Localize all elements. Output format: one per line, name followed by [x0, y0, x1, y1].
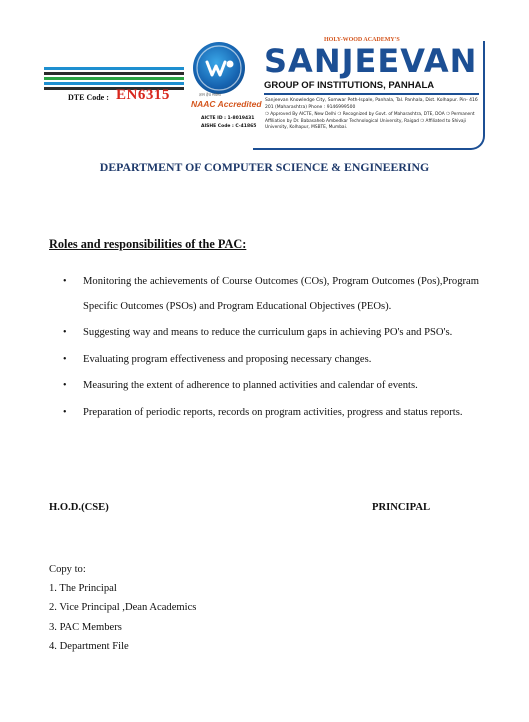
- hod-signature: H.O.D.(CSE): [49, 502, 109, 513]
- group-name: GROUP OF INSTITUTIONS, PANHALA: [264, 80, 435, 91]
- list-item: [49, 401, 479, 426]
- address: Sanjeevan Knowledge City, Somwar Peth-Ispale, Panhala, Tal. Panhala, Dist. Kolhapur. Pin- 416 201 (Maharashtra) Phone : 9146999500: [265, 98, 478, 110]
- role-text: Evaluating program effectiveness and proposing necessary changes.: [83, 353, 372, 365]
- bullet-icon: •: [63, 406, 67, 418]
- bullet-icon: •: [63, 327, 67, 338]
- logo-tagline: ज्ञान हेच सर्वस्व: [199, 92, 221, 97]
- list-item: [49, 270, 479, 319]
- copy-to-block: [49, 560, 196, 656]
- institution-logo-icon: [193, 42, 245, 94]
- roles-list: [49, 270, 479, 427]
- bullet-icon: •: [63, 380, 67, 391]
- role-text: Monitoring the achievements of Course Outcomes (COs), Program Outcomes (Pos),Program Specific Outcomes (PSOs) and Program Educational Objectives (PEOs).: [83, 276, 479, 312]
- principal-signature: PRINCIPAL: [372, 502, 431, 513]
- dte-label: DTE Code :: [68, 93, 109, 102]
- aishe-code: AISHE Code : C-41865: [201, 124, 257, 129]
- role-text: Preparation of periodic reports, records on program activities, progress and status reports.: [83, 406, 463, 418]
- roles-heading: Roles and responsibilities of the PAC:: [49, 237, 247, 251]
- brand-name: SANJEEVAN: [264, 42, 478, 80]
- department-title: DEPARTMENT OF COMPUTER SCIENCE & ENGINEERING: [99, 160, 430, 174]
- academy-name: HOLY-WOOD ACADEMY'S: [324, 37, 400, 43]
- bullet-icon: •: [63, 353, 67, 365]
- role-text: Measuring the extent of adherence to planned activities and calendar of events.: [83, 380, 418, 391]
- dte-code: EN6315: [116, 87, 170, 103]
- list-item: [49, 348, 479, 373]
- copy-item: 2. Vice Principal ,Dean Academics: [49, 602, 197, 614]
- copy-item: 4. Department File: [49, 640, 129, 652]
- list-item: [49, 374, 479, 399]
- copy-item: 1. The Principal: [49, 583, 117, 595]
- aicte-id: AICTE ID : 1-8019431: [201, 116, 255, 121]
- copy-item: 3. PAC Members: [49, 621, 122, 633]
- role-text: Suggesting way and means to reduce the curriculum gaps in achieving PO's and PSO's.: [83, 327, 453, 338]
- aicte-codes: [201, 115, 256, 131]
- bullet-icon: •: [63, 276, 67, 287]
- approvals: ❍ Approved By AICTE, New Delhi ❍ Recognized by Govt. of Maharashtra, DTE, DOA ❍ Permanent Affiliation by Dr. Babasaheb Ambedkar Technological University, Raigad ❍ Affiliated to Shivaji University, Kolhapur, MSBTE, Mumbai.: [265, 112, 475, 131]
- list-item: [49, 321, 479, 346]
- copy-heading: Copy to:: [49, 564, 86, 575]
- divider: [264, 93, 479, 95]
- naac-badge: NAAC Accredited: [191, 99, 262, 109]
